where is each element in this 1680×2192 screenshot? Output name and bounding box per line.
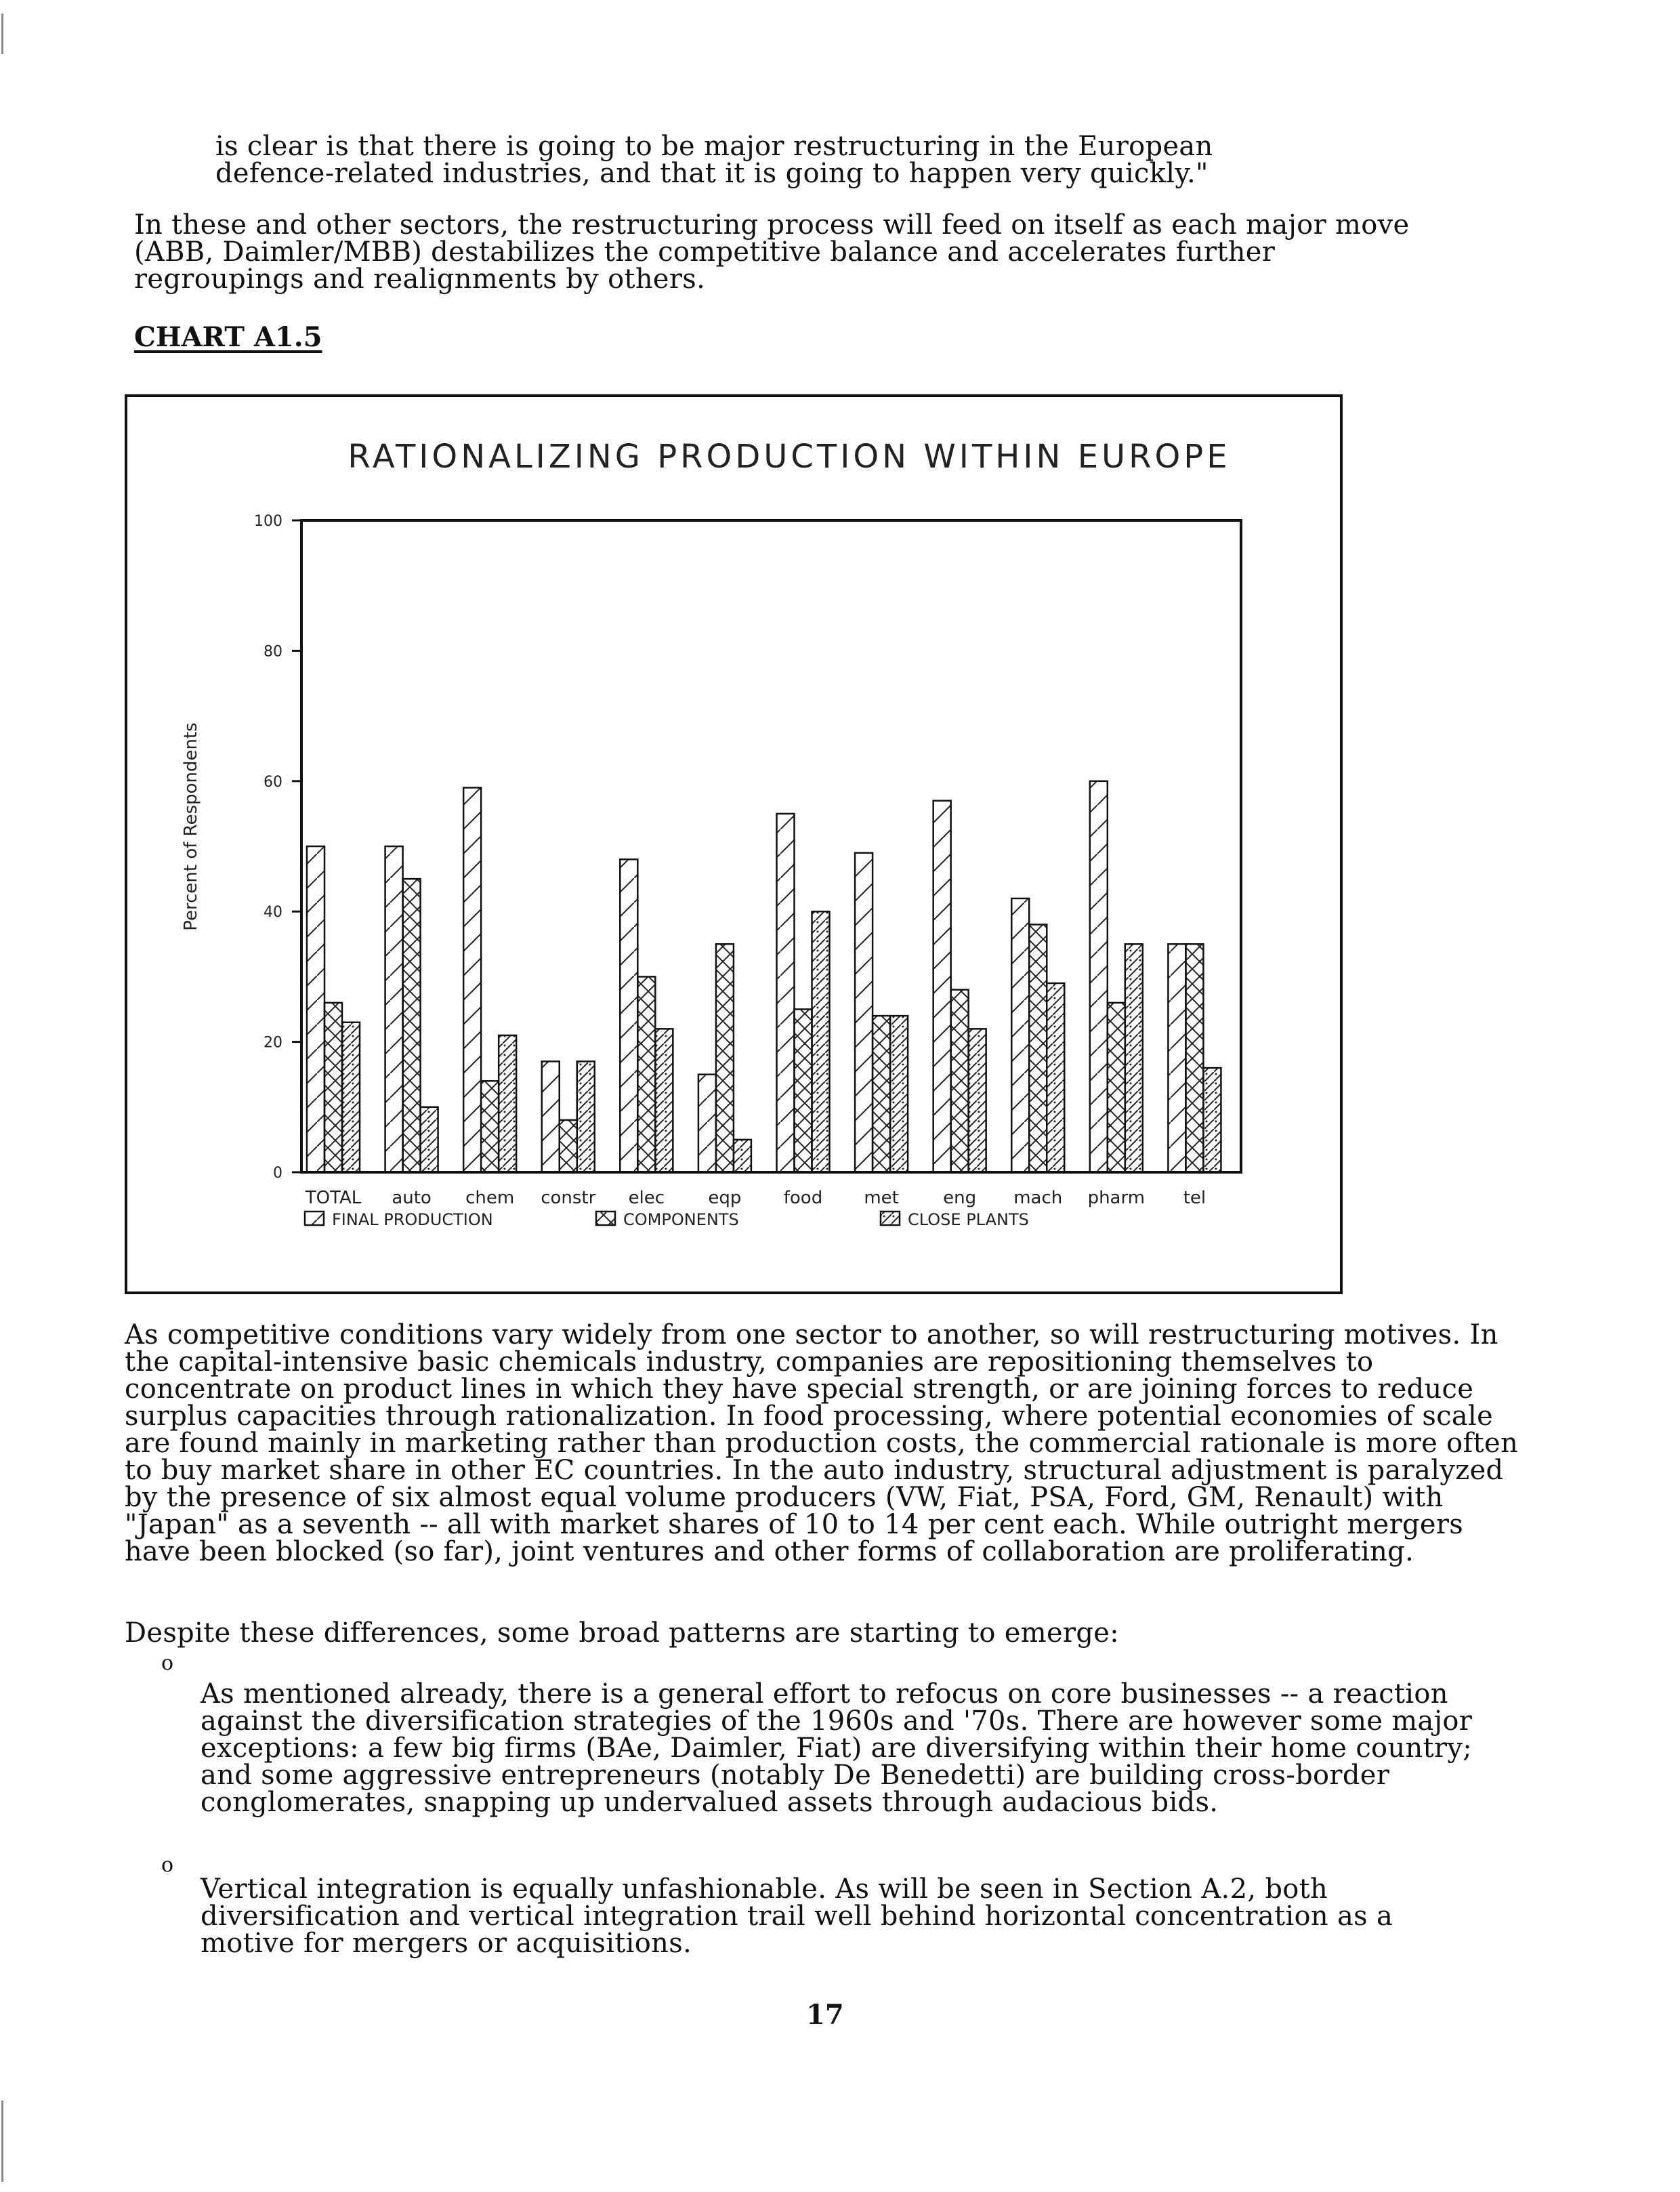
x-tick-label: eqp xyxy=(708,1188,742,1208)
bullet-marker: o xyxy=(161,1853,174,1877)
bar-total-1 xyxy=(324,1003,342,1172)
bar-met-0 xyxy=(855,853,873,1172)
y-tick-label: 20 xyxy=(264,1034,282,1052)
x-tick-label: eng xyxy=(943,1188,977,1208)
y-axis-label: Percent of Respondents xyxy=(181,722,201,931)
x-tick-label: chem xyxy=(465,1188,515,1208)
bar-auto-1 xyxy=(403,879,421,1172)
bar-pharm-1 xyxy=(1108,1003,1125,1172)
bullet-item: As mentioned already, there is a general effort to refocus on core businesses -- a reaction against the diversification strategies of the 1960s and '70s. There are however some major exceptions: a few big firms (BAe, Daimler, Fiat) are diversifying within their home country; and some aggressive entrepreneurs (notably De Benedetti) are building cross-border conglomerates, snapping up undervalued assets through audacious bids. xyxy=(201,1678,1473,1818)
bullet-item: Vertical integration is equally unfashionable. As will be seen in Section A.2, both diversification and vertical integration trail well behind horizontal concentration as a motive for mergers or acquisitions. xyxy=(201,1874,1393,1959)
legend-swatch xyxy=(881,1212,900,1225)
bar-food-2 xyxy=(812,911,830,1172)
bar-chem-0 xyxy=(463,787,481,1172)
bar-tel-2 xyxy=(1203,1068,1221,1172)
y-tick-label: 80 xyxy=(264,643,282,661)
bullet-marker: o xyxy=(161,1651,174,1675)
x-tick-label: tel xyxy=(1183,1188,1206,1208)
legend-swatch xyxy=(305,1212,324,1225)
y-tick-label: 0 xyxy=(273,1165,282,1182)
bar-eng-1 xyxy=(951,990,969,1172)
bar-constr-0 xyxy=(542,1061,560,1172)
bar-tel-0 xyxy=(1168,944,1185,1172)
bar-auto-2 xyxy=(421,1107,438,1172)
bar-pharm-2 xyxy=(1125,944,1143,1172)
bar-mach-1 xyxy=(1029,924,1047,1172)
bar-eng-0 xyxy=(933,801,951,1172)
bar-eqp-1 xyxy=(716,944,734,1172)
legend-label: CLOSE PLANTS xyxy=(908,1210,1029,1229)
bar-met-2 xyxy=(890,1016,908,1172)
bar-elec-0 xyxy=(620,859,637,1172)
x-tick-label: auto xyxy=(392,1188,432,1208)
x-tick-label: elec xyxy=(628,1188,665,1208)
bar-food-1 xyxy=(795,1010,812,1173)
paragraph-patterns-intro: Despite these differences, some broad patterns are starting to emerge: xyxy=(125,1617,1120,1649)
bar-elec-2 xyxy=(655,1029,673,1172)
bar-eqp-0 xyxy=(698,1075,716,1172)
bar-auto-0 xyxy=(385,846,403,1172)
y-tick-label: 40 xyxy=(264,904,282,922)
paragraph-quote-end: is clear is that there is going to be major restructuring in the European defence-related industries, and that it is going to happen very quickly." xyxy=(215,131,1213,189)
paragraph-restructuring: In these and other sectors, the restructuring process will feed on itself as each major move (ABB, Daimler/MBB) destabilizes the competitive balance and accelerates further regroupings and realignments by others. xyxy=(134,209,1410,295)
bar-chem-2 xyxy=(499,1035,516,1172)
x-tick-label: mach xyxy=(1013,1188,1063,1208)
y-tick-label: 100 xyxy=(254,513,282,530)
bar-total-2 xyxy=(342,1022,360,1172)
bar-eqp-2 xyxy=(734,1140,751,1172)
x-tick-label: TOTAL xyxy=(305,1188,362,1208)
bar-total-0 xyxy=(307,846,324,1172)
chart-heading: CHART A1.5 xyxy=(134,321,322,353)
bar-constr-2 xyxy=(577,1061,595,1172)
bar-tel-1 xyxy=(1185,944,1203,1172)
x-tick-label: met xyxy=(864,1188,899,1208)
legend-label: FINAL PRODUCTION xyxy=(332,1210,493,1229)
bar-pharm-0 xyxy=(1090,781,1108,1172)
bar-elec-1 xyxy=(637,976,655,1172)
paragraph-motives: As competitive conditions vary widely from one sector to another, so will restructuring motives. In the capital-intensive basic chemicals industry, companies are repositioning themselves to concentrate on product lines in which they have special strength, or are joining forces to reduce surplus capacities through rationalization. In food processing, where potential economies of scale are found mainly in marketing rather than production costs, the commercial rationale is more often to buy market share in other EC countries. In the auto industry, structural adjustment is paralyzed by the presence of six almost equal volume producers (VW, Fiat, PSA, Ford, GM, Renault) with "Japan" as a seventh -- all with market shares of 10 to 14 per cent each. While outright mergers have been blocked (so far), joint ventures and other forms of collaboration are proliferating. xyxy=(125,1319,1519,1567)
y-tick-label: 60 xyxy=(264,773,282,791)
legend-swatch xyxy=(596,1212,615,1225)
legend-label: COMPONENTS xyxy=(623,1210,739,1229)
x-tick-label: food xyxy=(783,1188,823,1208)
bar-mach-0 xyxy=(1011,898,1029,1172)
bar-constr-1 xyxy=(560,1120,577,1172)
bar-food-0 xyxy=(777,814,795,1172)
chart-title: RATIONALIZING PRODUCTION WITHIN EUROPE xyxy=(348,438,1231,476)
bar-chem-1 xyxy=(481,1081,499,1172)
bar-met-1 xyxy=(873,1016,890,1172)
bar-eng-2 xyxy=(969,1029,986,1172)
bar-mach-2 xyxy=(1047,983,1064,1172)
x-tick-label: pharm xyxy=(1087,1188,1146,1208)
page-number: 17 xyxy=(806,1999,844,2031)
x-tick-label: constr xyxy=(541,1188,596,1208)
